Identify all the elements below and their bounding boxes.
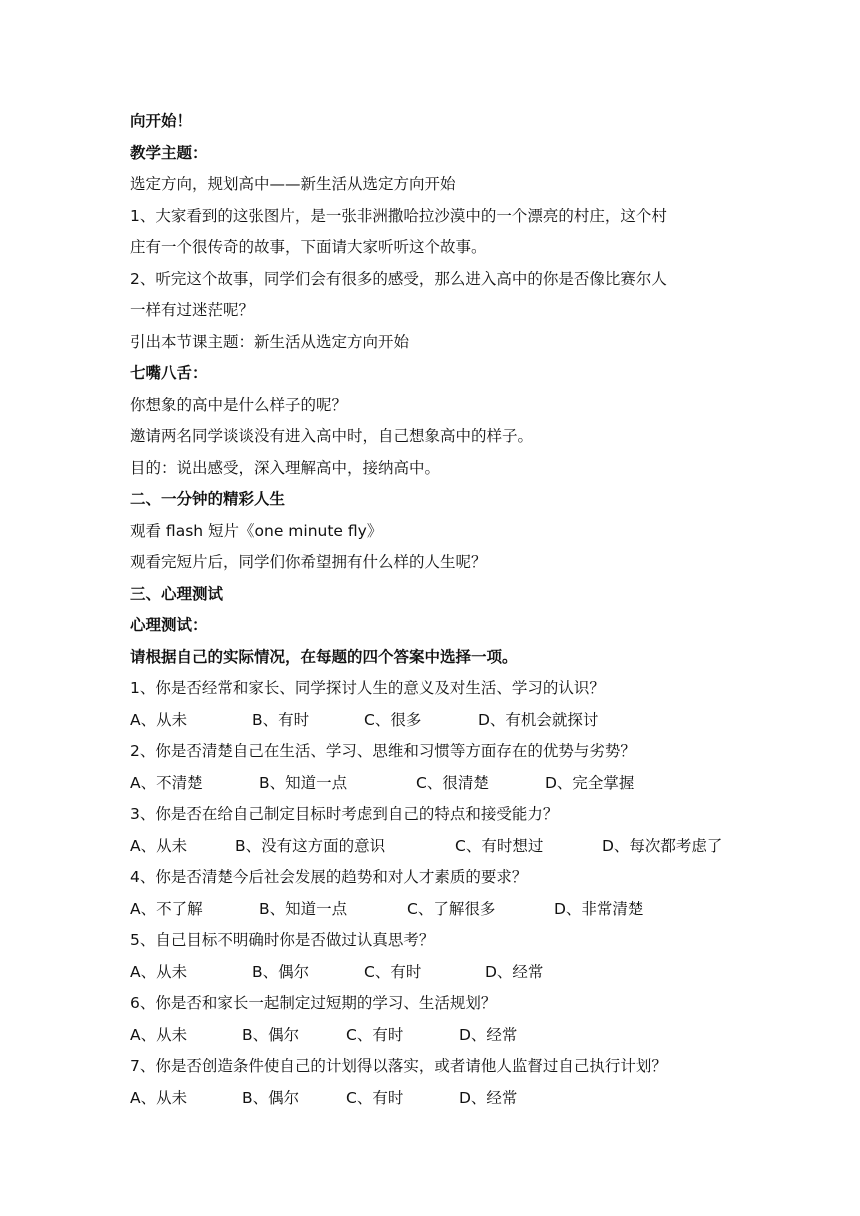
option-a: A、从未 [130,1025,188,1044]
question-text: 7、你是否创造条件使自己的计划得以落实，或者请他人监督过自己执行计划？ [130,1057,667,1075]
option-c: C、很多 [364,710,422,729]
option-b: B、偶尔 [242,1088,300,1107]
subheading-psych-test: 心理测试： [130,616,208,634]
option-c: C、有时 [364,962,422,981]
question-options [130,831,730,863]
question-text: 1、你是否经常和家长、同学探讨人生的意义及对生活、学习的认识？ [130,679,605,697]
section-heading-discussion: 七嘴八舌： [130,364,208,382]
paragraph-line: 2、听完这个故事，同学们会有很多的感受，那么进入高中的你是否像比赛尔人 [130,269,667,288]
paragraph-line: 你想象的高中是什么样子的呢？ [130,395,348,414]
option-d: D、非常清楚 [554,899,644,918]
question-text: 2、你是否清楚自己在生活、学习、思维和习惯等方面存在的优势与劣势？ [130,742,636,760]
option-b: B、知道一点 [259,899,348,918]
option-b: B、没有这方面的意识 [235,836,386,855]
section-heading-teaching-theme: 教学主题： [130,143,208,162]
question-options [130,1020,730,1052]
option-a: A、从未 [130,1088,188,1107]
option-c: C、有时想过 [455,836,544,855]
question-text: 3、你是否在给自己制定目标时考虑到自己的特点和接受能力？ [130,805,559,823]
section-heading-psych-test: 三、心理测试 [130,584,224,603]
question-options [130,894,730,926]
paragraph-line: 1、大家看到的这张图片，是一张非洲撒哈拉沙漠中的一个漂亮的村庄，这个村 [130,206,667,225]
document-page [130,106,730,1114]
option-d: D、经常 [459,1025,518,1044]
line-heading-continuation: 向开始！ [130,112,193,130]
question-text: 5、自己目标不明确时你是否做过认真思考？ [130,931,435,949]
option-d: D、每次都考虑了 [602,836,723,855]
option-a: A、从未 [130,962,188,981]
option-c: C、有时 [346,1088,404,1107]
section-heading-one-minute-life: 二、一分钟的精彩人生 [130,490,286,508]
option-c: C、了解很多 [407,899,496,918]
paragraph-line: 庄有一个很传奇的故事，下面请大家听听这个故事。 [130,238,487,256]
theme-text: 选定方向，规划高中——新生活从选定方向开始 [130,175,456,193]
option-c: C、很清楚 [416,773,489,792]
option-b: B、偶尔 [242,1025,300,1044]
question-options [130,705,730,737]
option-a: A、从未 [130,710,188,729]
paragraph-line: 邀请两名同学谈谈没有进入高中时，自己想象高中的样子。 [130,427,534,445]
test-instructions: 请根据自己的实际情况，在每题的四个答案中选择一项。 [130,647,518,666]
paragraph-line: 观看 flash 短片《one minute fly》 [130,521,383,540]
option-b: B、有时 [252,710,310,729]
option-a: A、不清楚 [130,773,203,792]
option-d: D、完全掌握 [545,773,635,792]
question-options [130,957,730,989]
paragraph-line: 引出本节课主题：新生活从选定方向开始 [130,332,410,351]
option-b: B、知道一点 [259,773,348,792]
option-a: A、不了解 [130,899,203,918]
option-c: C、有时 [346,1025,404,1044]
question-options [130,1083,730,1115]
option-d: D、经常 [485,962,544,981]
paragraph-line: 目的：说出感受，深入理解高中，接纳高中。 [130,458,441,477]
paragraph-line: 观看完短片后，同学们你希望拥有什么样的人生呢？ [130,553,487,571]
question-text: 6、你是否和家长一起制定过短期的学习、生活规划？ [130,994,497,1012]
option-d: D、有机会就探讨 [478,710,599,729]
question-text: 4、你是否清楚今后社会发展的趋势和对人才素质的要求？ [130,868,528,886]
option-b: B、偶尔 [252,962,310,981]
option-a: A、从未 [130,836,188,855]
option-d: D、经常 [459,1088,518,1107]
question-options [130,768,730,800]
paragraph-line: 一样有过迷茫呢？ [130,301,255,319]
